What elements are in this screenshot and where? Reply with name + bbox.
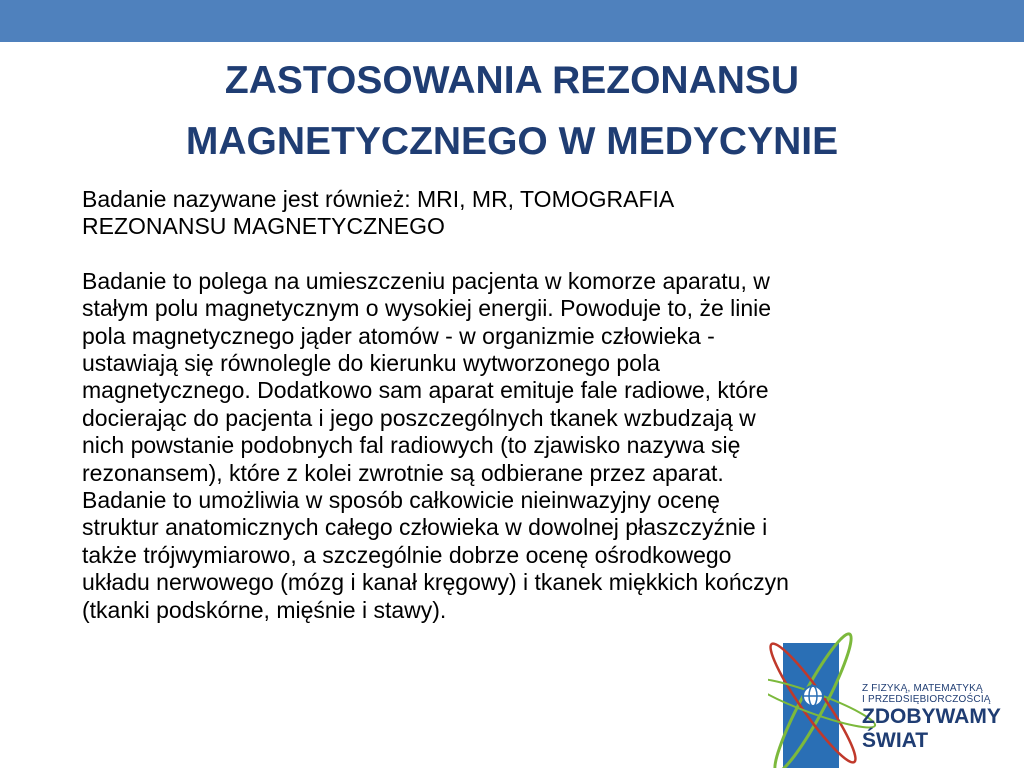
top-bar xyxy=(0,0,1024,42)
logo-line-4: ŚWIAT xyxy=(862,729,929,752)
paragraph-intro: Badanie nazywane jest również: MRI, MR, TOMOGRAFIA REZONANSU MAGNETYCZNEGO xyxy=(82,186,675,240)
paragraph-spacer xyxy=(82,241,982,268)
logo-line-2: I PRZEDSIĘBIORCZOŚCIĄ xyxy=(862,694,991,705)
paragraph-description: Badanie to polega na umieszczeniu pacjenta w komorze aparatu, w stałym polu magnetycznym o wysokiej energii. Powoduje to, że linie pola magnetycznego jąder atomów - w organizmie człowieka - ustawiają się równolegle do kierunku wytworzonego pola magnetycznego. Dodatkowo sam aparat emituje fale radiowe, które docierając do pacjenta i jego poszczególnych tkanek wzbudzają w nich powstanie podobnych fal radiowych (to zjawisko nazywa się rezonansem), które z kolei zwrotnie są odbierane przez aparat. Badanie to umożliwia w sposób całkowicie nieinwazyjny ocenę struktur anatomicznych całego człowieka w dowolnej płaszczyźnie i także trójwymiarowo, a szczególnie dobrze ocenę ośrodkowego układu nerwowego (mózg i kanał kręgowy) i tkanek miękkich kończyn (tkanki podskórne, mięśnie i stawy). xyxy=(82,267,789,623)
slide-title xyxy=(80,50,944,172)
logo-text xyxy=(862,683,1024,753)
logo-line-3: ZDOBYWAMY xyxy=(862,705,1001,728)
slide-title-line-1: ZASTOSOWANIA REZONANSU xyxy=(224,59,800,102)
logo-line-1: Z FIZYKĄ, MATEMATYKĄ xyxy=(862,683,983,694)
slide-content xyxy=(82,186,982,624)
slide-title-line-2: MAGNETYCZNEGO W MEDYCYNIE xyxy=(185,120,839,163)
